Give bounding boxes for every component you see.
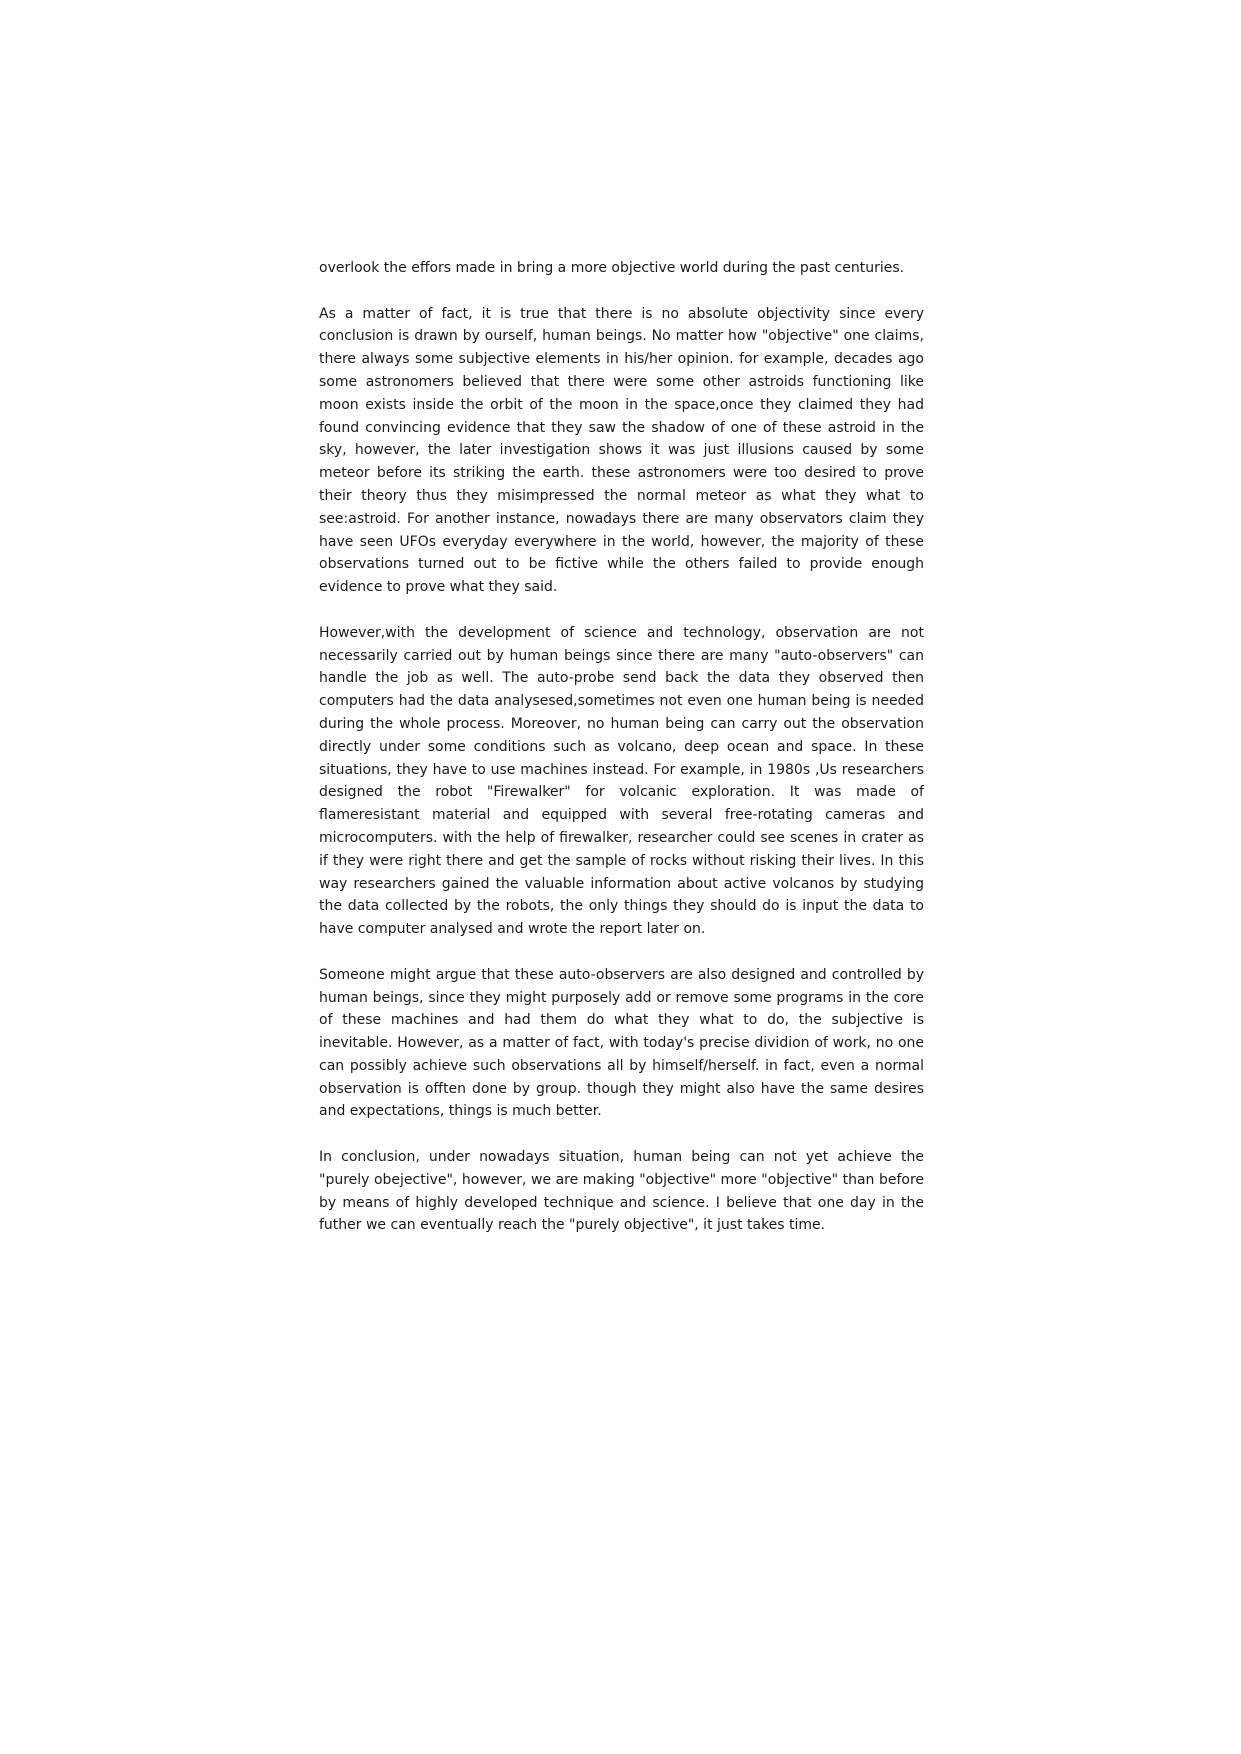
- paragraph-5: In conclusion, under nowadays situation, human being can not yet achieve the "purely obejective", however, we are making "objective" more "objective" than before by means of highly developed technique and science. I believe that one day in the futher we can eventually reach the "purely objective", it just takes time.: [319, 1149, 924, 1234]
- paragraph-2: As a matter of fact, it is true that there is no absolute objectivity since every conclusion is drawn by ourself, human beings. No matter how "objective" one claims, there always some subjective elements in his/her opinion. for example, decades ago some astronomers believed that there were some other astroids functioning like moon exists inside the orbit of the moon in the space,once they claimed they had found convincing evidence that they saw the shadow of one of these astroid in the sky, however, the later investigation shows it was just illusions caused by some meteor before its striking the earth. these astronomers were too desired to prove their theory thus they misimpressed the normal meteor as what they what to see:astroid. For another instance, nowadays there are many observators claim they have seen UFOs everyday everywhere in the world, however, the majority of these observations turned out to be fictive while the others failed to provide enough evidence to prove what they said.: [319, 305, 924, 596]
- paragraph-4: Someone might argue that these auto-observers are also designed and controlled by human beings, since they might purposely add or remove some programs in the core of these machines and had them do what they what to do, the subjective is inevitable. However, as a matter of fact, with today's precise dividion of work, no one can possibly achieve such observations all by himself/herself. in fact, even a normal observation is offten done by group. though they might also have the same desires and expectations, things is much better.: [319, 966, 924, 1120]
- paragraph-3: However,with the development of science and technology, observation are not necessarily carried out by human beings since there are many "auto-observers" can handle the job as well. The auto-probe send back the data they observed then computers had the data analysesed,sometimes not even one human being is needed during the whole process. Moreover, no human being can carry out the observation directly under some conditions such as volcano, deep ocean and space. In these situations, they have to use machines instead. For example, in 1980s ,Us researchers designed the robot "Firewalker" for volcanic exploration. It was made of flameresistant material and equipped with several free-rotating cameras and microcomputers. with the help of firewalker, researcher could see scenes in crater as if they were right there and get the sample of rocks without risking their lives. In this way researchers gained the valuable information about active volcanos by studying the data collected by the robots, the only things they should do is input the data to have computer analysed and wrote the report later on.: [319, 624, 924, 938]
- essay-body: [319, 257, 924, 1260]
- paragraph-1: overlook the effors made in bring a more objective world during the past centuries.: [319, 260, 905, 276]
